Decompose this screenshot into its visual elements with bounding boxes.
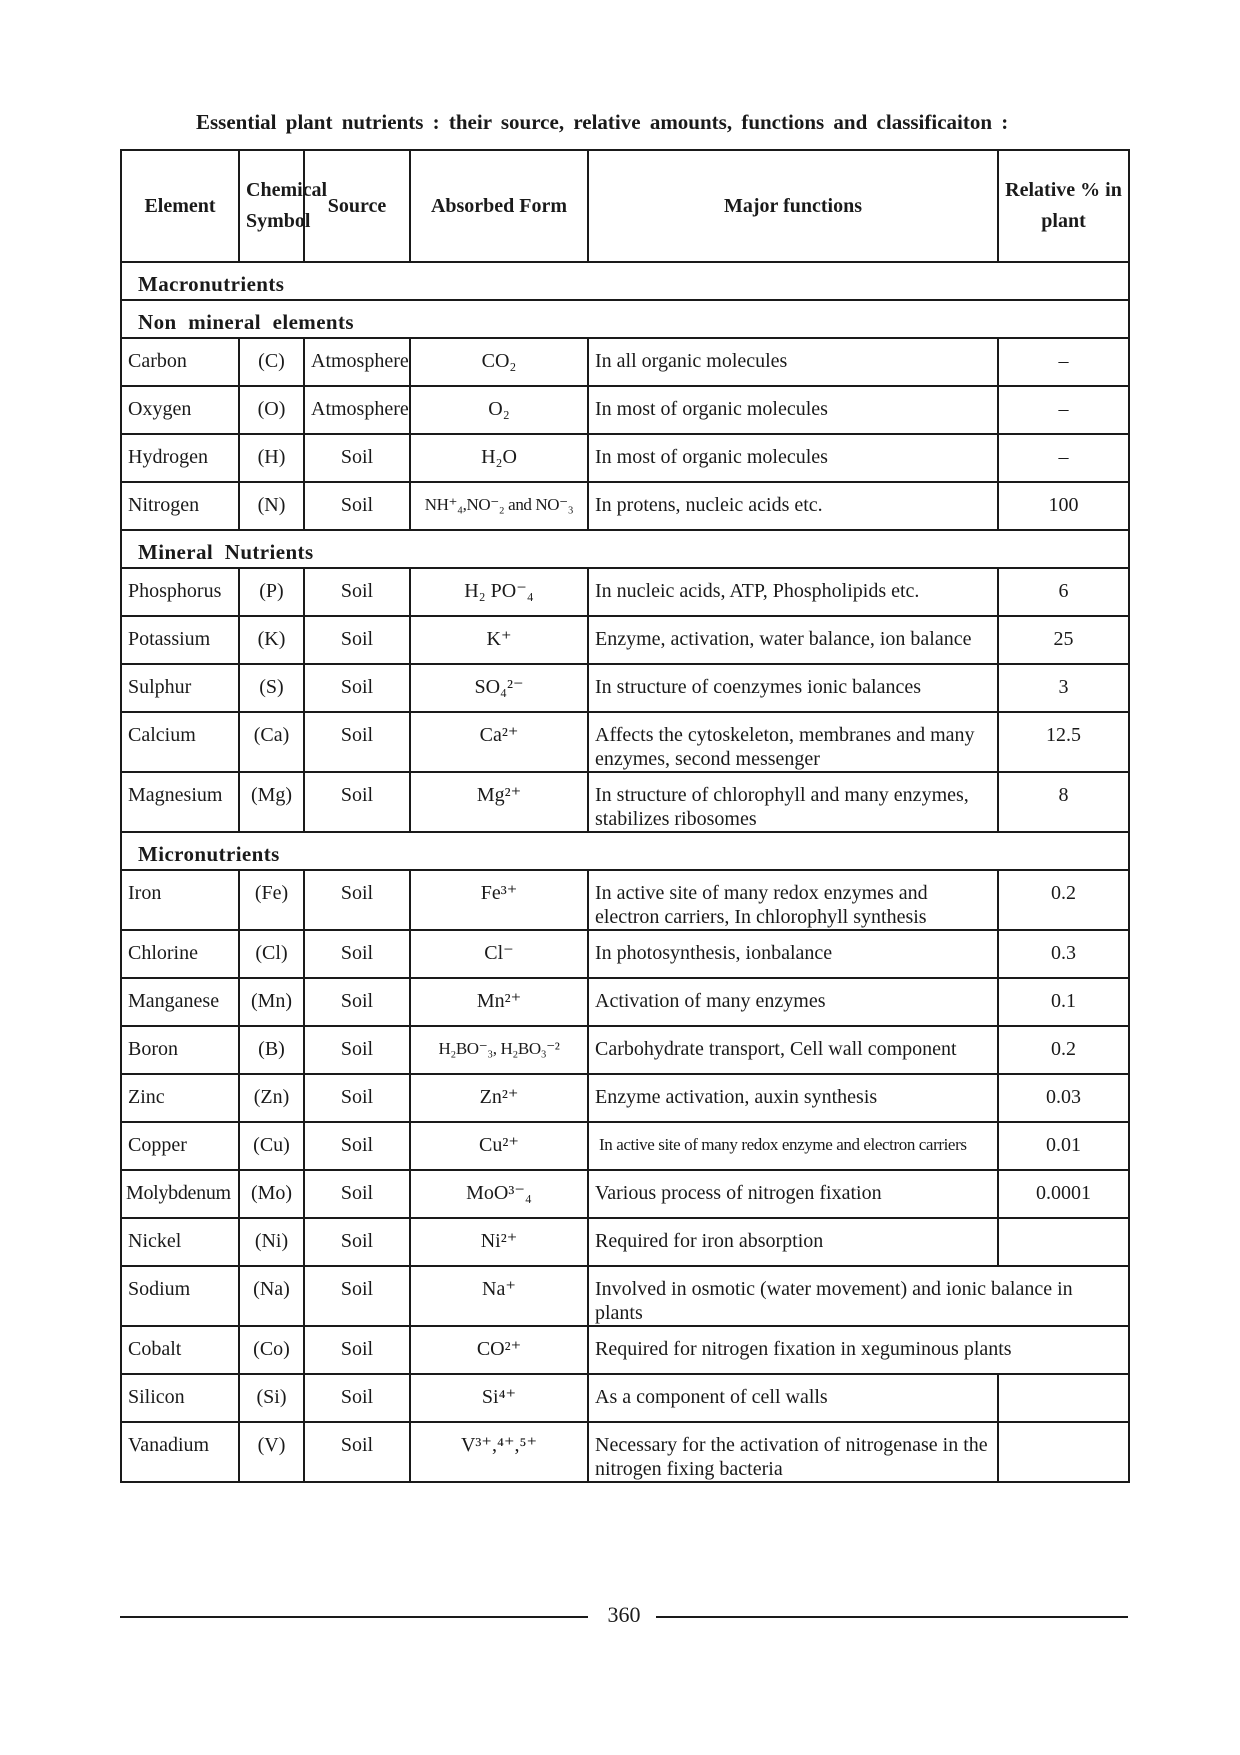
element-cell: Phosphorus (121, 568, 239, 616)
symbol-cell: (Na) (239, 1266, 304, 1326)
function-cell: As a component of cell walls (588, 1374, 998, 1422)
table-row (121, 1122, 1129, 1170)
symbol-cell: (K) (239, 616, 304, 664)
header-major-functions: Major functions (588, 150, 998, 262)
element-cell: Iron (121, 870, 239, 930)
source-cell: Soil (304, 1374, 410, 1422)
symbol-cell: (Zn) (239, 1074, 304, 1122)
function-cell: Enzyme activation, auxin synthesis (588, 1074, 998, 1122)
form-cell: Na⁺ (410, 1266, 588, 1326)
source-cell: Soil (304, 712, 410, 772)
symbol-cell: (Mn) (239, 978, 304, 1026)
symbol-cell: (N) (239, 482, 304, 530)
table-row (121, 482, 1129, 530)
symbol-cell: (Mg) (239, 772, 304, 832)
source-cell: Atmosphere (304, 386, 410, 434)
element-cell: Carbon (121, 338, 239, 386)
header-relative-percent: Relative % in plant (998, 150, 1129, 262)
source-cell: Soil (304, 1326, 410, 1374)
symbol-cell: (Co) (239, 1326, 304, 1374)
relative-cell: 0.2 (998, 870, 1129, 930)
form-cell: Mn²⁺ (410, 978, 588, 1026)
element-cell: Boron (121, 1026, 239, 1074)
source-cell: Soil (304, 1170, 410, 1218)
function-cell: Carbohydrate transport, Cell wall component (588, 1026, 998, 1074)
element-cell: Sodium (121, 1266, 239, 1326)
element-cell: Nickel (121, 1218, 239, 1266)
source-cell: Soil (304, 930, 410, 978)
relative-cell: 0.1 (998, 978, 1129, 1026)
relative-cell: 0.01 (998, 1122, 1129, 1170)
element-cell: Sulphur (121, 664, 239, 712)
symbol-cell: (P) (239, 568, 304, 616)
table-row (121, 1170, 1129, 1218)
function-cell: Involved in osmotic (water movement) and ionic balance in plants (588, 1266, 1129, 1326)
form-cell: MoO³⁻₄ (410, 1170, 588, 1218)
table-title: Essential plant nutrients : their source, relative amounts, functions and classificaiton : (196, 110, 1009, 134)
source-cell: Soil (304, 772, 410, 832)
symbol-cell: (H) (239, 434, 304, 482)
element-cell: Chlorine (121, 930, 239, 978)
relative-cell: 0.0001 (998, 1170, 1129, 1218)
form-cell: H₂BO⁻₃, H₂BO₃⁻² (410, 1026, 588, 1074)
relative-cell (998, 1374, 1129, 1422)
relative-cell: 100 (998, 482, 1129, 530)
function-cell: In nucleic acids, ATP, Phospholipids etc. (588, 568, 998, 616)
symbol-cell: (B) (239, 1026, 304, 1074)
header-absorbed-form: Absorbed Form (410, 150, 588, 262)
table-row (121, 616, 1129, 664)
relative-cell: 8 (998, 772, 1129, 832)
function-cell: Required for nitrogen fixation in xeguminous plants (588, 1326, 1129, 1374)
source-cell: Soil (304, 568, 410, 616)
form-cell: NH⁺₄,NO⁻₂ and NO⁻₃ (410, 482, 588, 530)
form-cell: Mg²⁺ (410, 772, 588, 832)
source-cell: Soil (304, 870, 410, 930)
section-non-mineral-elements: Non mineral elements (121, 300, 1129, 338)
source-cell: Soil (304, 1422, 410, 1482)
source-cell: Soil (304, 482, 410, 530)
header-element: Element (121, 150, 239, 262)
form-cell: H₂O (410, 434, 588, 482)
element-cell: Silicon (121, 1374, 239, 1422)
header-source: Source (304, 150, 410, 262)
section-micronutrients: Micronutrients (121, 832, 1129, 870)
source-cell: Soil (304, 1122, 410, 1170)
function-cell: Affects the cytoskeleton, membranes and many enzymes, second messenger (588, 712, 998, 772)
page-number: 360 (598, 1602, 651, 1627)
table-row (121, 1218, 1129, 1266)
element-cell: Nitrogen (121, 482, 239, 530)
table-row (121, 1026, 1129, 1074)
form-cell: Cu²⁺ (410, 1122, 588, 1170)
form-cell: K⁺ (410, 616, 588, 664)
page-footer (120, 1602, 1128, 1632)
source-cell: Soil (304, 1266, 410, 1326)
symbol-cell: (Cl) (239, 930, 304, 978)
relative-cell: 3 (998, 664, 1129, 712)
header-symbol: Chemical Symbol (239, 150, 304, 262)
function-cell: In protens, nucleic acids etc. (588, 482, 998, 530)
section-row (121, 262, 1129, 300)
function-cell: In all organic molecules (588, 338, 998, 386)
function-cell: In structure of chlorophyll and many enzymes, stabilizes ribosomes (588, 772, 998, 832)
table-row (121, 568, 1129, 616)
source-cell: Soil (304, 1074, 410, 1122)
function-cell: In structure of coenzymes ionic balances (588, 664, 998, 712)
section-row (121, 832, 1129, 870)
table-row (121, 1326, 1129, 1374)
element-cell: Copper (121, 1122, 239, 1170)
source-cell: Soil (304, 978, 410, 1026)
function-cell: Required for iron absorption (588, 1218, 998, 1266)
table-row (121, 1266, 1129, 1326)
relative-cell: 0.3 (998, 930, 1129, 978)
form-cell: H₂ PO⁻₄ (410, 568, 588, 616)
section-macronutrients: Macronutrients (121, 262, 1129, 300)
section-mineral-nutrients: Mineral Nutrients (121, 530, 1129, 568)
element-cell: Manganese (121, 978, 239, 1026)
symbol-cell: (S) (239, 664, 304, 712)
function-cell: In active site of many redox enzyme and electron carriers (588, 1122, 998, 1170)
element-cell: Cobalt (121, 1326, 239, 1374)
form-cell: Ca²⁺ (410, 712, 588, 772)
relative-cell: 0.03 (998, 1074, 1129, 1122)
relative-cell: – (998, 338, 1129, 386)
function-cell: Various process of nitrogen fixation (588, 1170, 998, 1218)
symbol-cell: (Cu) (239, 1122, 304, 1170)
nutrients-table (120, 149, 1130, 1483)
form-cell: CO₂ (410, 338, 588, 386)
relative-cell: 0.2 (998, 1026, 1129, 1074)
table-row (121, 930, 1129, 978)
form-cell: Fe³⁺ (410, 870, 588, 930)
source-cell: Soil (304, 434, 410, 482)
symbol-cell: (O) (239, 386, 304, 434)
form-cell: O₂ (410, 386, 588, 434)
form-cell: Si⁴⁺ (410, 1374, 588, 1422)
form-cell: Zn²⁺ (410, 1074, 588, 1122)
symbol-cell: (C) (239, 338, 304, 386)
form-cell: V³⁺,⁴⁺,⁵⁺ (410, 1422, 588, 1482)
function-cell: Necessary for the activation of nitrogenase in the nitrogen fixing bacteria (588, 1422, 998, 1482)
symbol-cell: (Mo) (239, 1170, 304, 1218)
relative-cell (998, 1218, 1129, 1266)
source-cell: Atmosphere (304, 338, 410, 386)
function-cell: In photosynthesis, ionbalance (588, 930, 998, 978)
header-row (121, 150, 1129, 262)
table-row (121, 386, 1129, 434)
symbol-cell: (Fe) (239, 870, 304, 930)
section-row (121, 300, 1129, 338)
element-cell: Zinc (121, 1074, 239, 1122)
table-row (121, 338, 1129, 386)
symbol-cell: (Ni) (239, 1218, 304, 1266)
form-cell: SO₄²⁻ (410, 664, 588, 712)
symbol-cell: (V) (239, 1422, 304, 1482)
table-row (121, 1374, 1129, 1422)
element-cell: Molybdenum (121, 1170, 239, 1218)
relative-cell: 25 (998, 616, 1129, 664)
relative-cell: 6 (998, 568, 1129, 616)
section-row (121, 530, 1129, 568)
element-cell: Potassium (121, 616, 239, 664)
table-row (121, 1422, 1129, 1482)
form-cell: Ni²⁺ (410, 1218, 588, 1266)
form-cell: Cl⁻ (410, 930, 588, 978)
function-cell: In most of organic molecules (588, 434, 998, 482)
source-cell: Soil (304, 616, 410, 664)
symbol-cell: (Si) (239, 1374, 304, 1422)
element-cell: Vanadium (121, 1422, 239, 1482)
relative-cell: – (998, 434, 1129, 482)
element-cell: Oxygen (121, 386, 239, 434)
relative-cell: – (998, 386, 1129, 434)
table-row (121, 772, 1129, 832)
table-row (121, 434, 1129, 482)
source-cell: Soil (304, 1026, 410, 1074)
form-cell: CO²⁺ (410, 1326, 588, 1374)
table-row (121, 870, 1129, 930)
source-cell: Soil (304, 664, 410, 712)
function-cell: Activation of many enzymes (588, 978, 998, 1026)
function-cell: In active site of many redox enzymes and electron carriers, In chlorophyll synthesis (588, 870, 998, 930)
table-row (121, 1074, 1129, 1122)
element-cell: Calcium (121, 712, 239, 772)
function-cell: In most of organic molecules (588, 386, 998, 434)
table-row (121, 978, 1129, 1026)
symbol-cell: (Ca) (239, 712, 304, 772)
element-cell: Hydrogen (121, 434, 239, 482)
relative-cell: 12.5 (998, 712, 1129, 772)
element-cell: Magnesium (121, 772, 239, 832)
function-cell: Enzyme, activation, water balance, ion balance (588, 616, 998, 664)
table-row (121, 664, 1129, 712)
table-row (121, 712, 1129, 772)
source-cell: Soil (304, 1218, 410, 1266)
relative-cell (998, 1422, 1129, 1482)
